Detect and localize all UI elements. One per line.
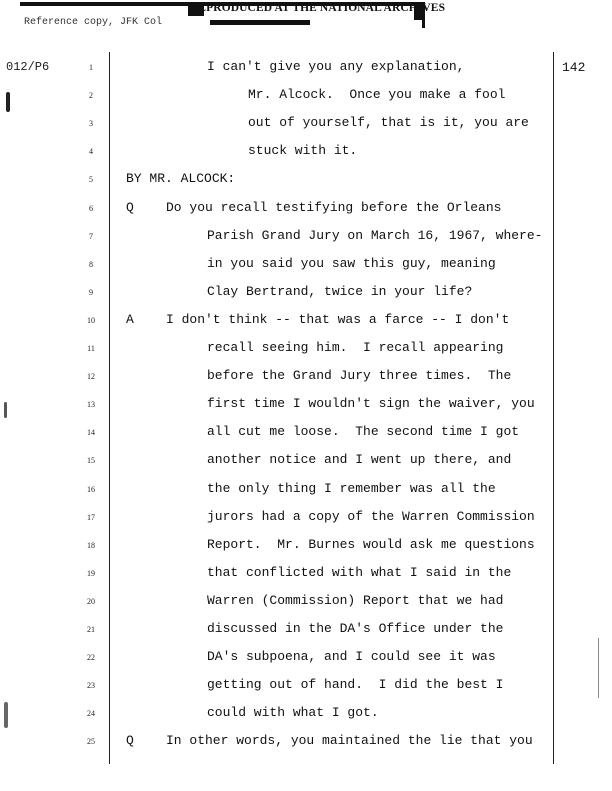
transcript-line: first time I wouldn't sign the waiver, you xyxy=(207,396,535,412)
transcript-line: out of yourself, that is it, you are xyxy=(248,115,529,131)
transcript-line: Report. Mr. Burnes would ask me questions xyxy=(207,536,535,552)
line-number: 2 xyxy=(89,91,93,101)
transcript-line: recall seeing him. I recall appearing xyxy=(207,340,504,355)
transcript-line: all cut me loose. The second time I got xyxy=(207,424,520,440)
transcript-line: Warren (Commission) Report that we had xyxy=(207,592,504,608)
line-number: 18 xyxy=(87,540,95,550)
transcript-line: I can't give you any explanation, xyxy=(207,59,465,74)
line-number: 19 xyxy=(87,568,95,578)
transcript-line: discussed in the DA's Office under the xyxy=(207,621,504,636)
qa-marker: A xyxy=(126,311,134,327)
transcript-line: Clay Bertrand, twice in your life? xyxy=(207,283,473,299)
qa-marker: Q xyxy=(126,733,134,749)
transcript-line: Mr. Alcock. Once you make a fool xyxy=(248,87,506,103)
transcript-line: DA's subpoena, and I could see it was xyxy=(207,649,496,665)
transcript-line: I don't think -- that was a farce -- I don't xyxy=(166,311,510,327)
page-number: 142 xyxy=(562,60,586,75)
line-number: 14 xyxy=(87,428,95,438)
transcript-line: another notice and I went up there, and xyxy=(207,452,512,468)
transcript-line: getting out of hand. I did the best I xyxy=(207,677,504,693)
transcript-line: could with what I got. xyxy=(207,705,379,721)
reference-copy-label: Reference copy, JFK Col xyxy=(24,17,163,28)
line-number: 8 xyxy=(89,259,93,269)
line-number: 11 xyxy=(87,344,95,353)
transcript-line: BY MR. ALCOCK: xyxy=(126,171,236,187)
line-number: 9 xyxy=(89,287,93,297)
transcript-line: in you said you saw this guy, meaning xyxy=(207,255,496,271)
line-number: 10 xyxy=(87,315,95,325)
margin-mark xyxy=(4,702,8,728)
transcript-line: Do you recall testifying before the Orleans xyxy=(166,199,502,215)
line-number: 7 xyxy=(89,231,93,241)
line-number: 13 xyxy=(87,400,95,410)
transcript-line: before the Grand Jury three times. The xyxy=(207,368,512,384)
margin-mark xyxy=(598,638,599,698)
line-number: 20 xyxy=(87,596,95,606)
line-number: 1 xyxy=(89,63,93,72)
line-number: 3 xyxy=(89,119,93,129)
margin-mark xyxy=(4,402,7,418)
transcript-line: In other words, you maintained the lie that you xyxy=(166,733,533,749)
qa-marker: Q xyxy=(126,199,134,215)
line-number: 22 xyxy=(87,653,95,663)
line-number: 12 xyxy=(87,372,95,382)
line-number: 24 xyxy=(87,709,95,719)
archive-stamp: REPRODUCED AT THE NATIONAL ARCHIVES xyxy=(190,2,446,14)
line-number: 6 xyxy=(89,203,93,213)
line-number: 5 xyxy=(89,175,93,185)
transcript-line: jurors had a copy of the Warren Commission xyxy=(207,508,535,524)
transcript-line: the only thing I remember was all the xyxy=(207,480,496,496)
line-number: 21 xyxy=(87,625,95,634)
transcript-line: that conflicted with what I said in the xyxy=(207,564,512,580)
transcript-line: Parish Grand Jury on March 16, 1967, where- xyxy=(207,227,543,243)
line-number: 16 xyxy=(87,484,95,494)
line-number: 25 xyxy=(87,737,95,747)
line-number: 15 xyxy=(87,456,95,466)
margin-mark xyxy=(6,92,10,112)
line-number: 17 xyxy=(87,512,95,522)
line-number: 23 xyxy=(87,681,95,691)
line-number: 4 xyxy=(89,147,93,157)
bates-number: 012/P6 xyxy=(6,60,50,74)
transcript-line: stuck with it. xyxy=(248,143,358,159)
